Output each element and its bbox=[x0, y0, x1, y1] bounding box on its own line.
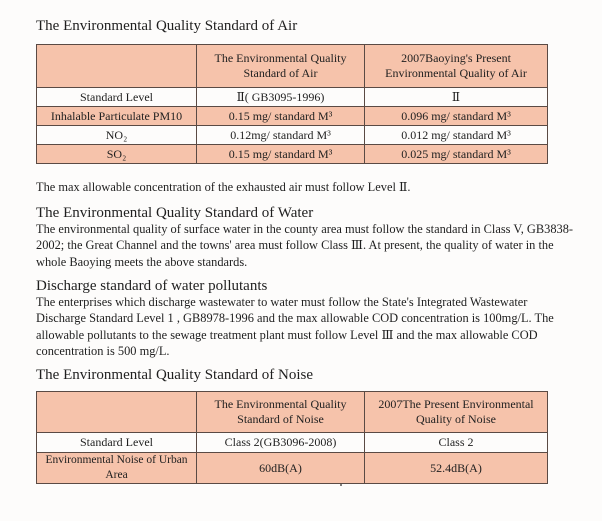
row-label: Standard Level bbox=[37, 433, 197, 453]
table-row bbox=[37, 126, 548, 145]
header-text: 2007Baoying's Present bbox=[401, 51, 511, 65]
noise-section-title: The Environmental Quality Standard of Noise bbox=[36, 367, 314, 383]
water-paragraph: The environmental quality of surface water in the county area must follow the standard in Class V, GB3838-2002; the Great Channel and the towns' area must follow Class Ⅲ. At present, the quality of water in the whole Baoying meets the above standards. bbox=[36, 222, 574, 269]
header-cell-empty bbox=[37, 392, 197, 433]
header-text: Environmental Quality of Air bbox=[385, 66, 527, 80]
row-label: Standard Level bbox=[37, 88, 197, 107]
row-label: NO₂ bbox=[37, 126, 197, 145]
pollutants-section-title: Discharge standard of water pollutants bbox=[36, 278, 268, 294]
scan-speck bbox=[340, 484, 342, 486]
standard-value: 0.15 mg/ standard M³ bbox=[197, 145, 365, 164]
header-cell-standard bbox=[197, 45, 365, 88]
row-label: Environmental Noise of Urban Area bbox=[37, 453, 197, 484]
table-row bbox=[37, 107, 548, 126]
header-text: The Environmental Quality bbox=[214, 397, 347, 411]
row-label: Inhalable Particulate PM10 bbox=[37, 107, 197, 126]
header-cell-standard bbox=[197, 392, 365, 433]
header-text: Quality of Noise bbox=[416, 412, 496, 426]
standard-value: 0.12mg/ standard M³ bbox=[197, 126, 365, 145]
header-text: The Environmental Quality bbox=[214, 51, 347, 65]
table-header-row bbox=[37, 45, 548, 88]
present-value: 0.025 mg/ standard M³ bbox=[365, 145, 548, 164]
air-section-title: The Environmental Quality Standard of Air bbox=[36, 18, 298, 34]
header-text: Standard of Air bbox=[243, 66, 318, 80]
present-value: Ⅱ bbox=[365, 88, 548, 107]
header-cell-empty bbox=[37, 45, 197, 88]
present-value: 0.012 mg/ standard M³ bbox=[365, 126, 548, 145]
present-value: 52.4dB(A) bbox=[365, 453, 548, 484]
table-row bbox=[37, 453, 548, 484]
present-value: 0.096 mg/ standard M³ bbox=[365, 107, 548, 126]
air-standard-table bbox=[36, 44, 548, 164]
pollutants-paragraph: The enterprises which discharge wastewater to water must follow the State's Integrated Wastewater Discharge Standard Level 1 , GB8978-1996 and the max allowable COD concentration is 100mg/L. The allowable pollutants to the sewage treatment plant must follow Level Ⅲ and the max allowable COD concentration is 500 mg/L. bbox=[36, 295, 554, 358]
header-text: 2007The Present Environmental bbox=[378, 397, 534, 411]
standard-value: 0.15 mg/ standard M³ bbox=[197, 107, 365, 126]
noise-standard-table bbox=[36, 391, 548, 484]
standard-value: Class 2(GB3096-2008) bbox=[197, 433, 365, 453]
header-text: Standard of Noise bbox=[237, 412, 324, 426]
water-section-title: The Environmental Quality Standard of Water bbox=[36, 205, 314, 221]
standard-value: Ⅱ( GB3095-1996) bbox=[197, 88, 365, 107]
table-row bbox=[37, 145, 548, 164]
present-value: Class 2 bbox=[365, 433, 548, 453]
header-cell-present bbox=[365, 45, 548, 88]
row-label: SO₂ bbox=[37, 145, 197, 164]
table-row bbox=[37, 88, 548, 107]
standard-value: 60dB(A) bbox=[197, 453, 365, 484]
table-row bbox=[37, 433, 548, 453]
air-note: The max allowable concentration of the exhausted air must follow Level Ⅱ. bbox=[36, 180, 411, 194]
header-cell-present bbox=[365, 392, 548, 433]
table-header-row bbox=[37, 392, 548, 433]
